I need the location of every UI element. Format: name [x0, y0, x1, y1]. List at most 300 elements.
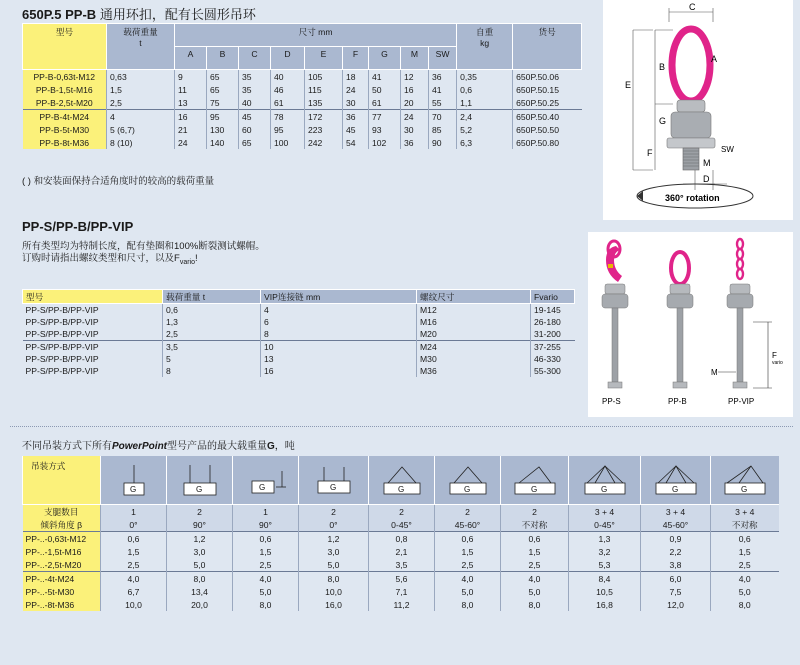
cell-dim-d: 61: [271, 96, 305, 110]
max-load-body: [23, 456, 779, 611]
cell-dim-f: 18: [343, 70, 369, 84]
cell-dim-m: 20: [401, 96, 429, 110]
load-value-cell: 5,0: [233, 585, 299, 598]
cell-dim-m: 36: [401, 136, 429, 149]
angle-cell: 0°: [101, 518, 167, 532]
double-vertical-icon: [172, 461, 228, 499]
load-value-cell: 0,8: [369, 532, 435, 546]
cell-dim-b: 65: [207, 83, 239, 96]
desc-end: !: [195, 253, 198, 264]
header-load: [107, 24, 175, 70]
cell-dim-sw: 41: [429, 83, 457, 96]
table-row: [23, 572, 779, 586]
lifting-mode-cell: [233, 456, 299, 505]
load-value-cell: 0,6: [101, 532, 167, 546]
pp-variants-diagram: [588, 232, 793, 417]
title3-brand: PowerPoint: [112, 441, 168, 452]
load-value-cell: 1,5: [435, 545, 501, 558]
cell-dim-g: 93: [369, 123, 401, 136]
lifting-mode-cell: [501, 456, 569, 505]
lifting-mode-cell: [299, 456, 369, 505]
support-cell: 2: [435, 505, 501, 519]
support-cell: 2: [369, 505, 435, 519]
cell-dim-f: 36: [343, 110, 369, 124]
variants-cell-0: PP-S/PP-B/PP-VIP: [23, 316, 163, 328]
variants-cell-1: 0,6: [163, 304, 261, 317]
rotation-label: 360° rotation: [665, 193, 720, 203]
dim-label-a: A: [711, 54, 718, 64]
cell-dim-b: 130: [207, 123, 239, 136]
variants-cell-1: 3,5: [163, 341, 261, 354]
cell-type: PP-B-2,5t-M20: [23, 96, 107, 110]
variants-cell-0: PP-S/PP-B/PP-VIP: [23, 365, 163, 377]
load-value-cell: 10,5: [569, 585, 641, 598]
dim-label-m: M: [703, 158, 711, 168]
header-dim-f: F: [343, 47, 369, 70]
cell-dim-m: 12: [401, 70, 429, 84]
variants-cell-3: M30: [417, 353, 531, 365]
table-row: [23, 83, 582, 96]
variants-cell-3: M24: [417, 341, 531, 354]
cell-dim-c: 35: [239, 70, 271, 84]
section2-title: PP-S/PP-B/PP-VIP: [22, 219, 134, 234]
variants-cell-2: 13: [261, 353, 417, 365]
cell-load: 4: [107, 110, 175, 124]
angle-cell: 90°: [167, 518, 233, 532]
load-value-cell: 8,0: [167, 572, 233, 586]
pp-b-figure: [667, 252, 693, 406]
load-value-cell: 1,5: [501, 545, 569, 558]
table-row: [23, 598, 779, 611]
header-dim-m: M: [401, 47, 429, 70]
cell-code: 650P.50.40: [513, 110, 582, 124]
svg-text:G: G: [195, 485, 202, 494]
cell-dim-a: 16: [175, 110, 207, 124]
load-value-cell: 16,8: [569, 598, 641, 611]
load-type-cell: PP-..-4t-M24: [23, 572, 101, 586]
header-weight-text: 自重: [476, 27, 494, 37]
angle-cell: 0-45°: [369, 518, 435, 532]
label-f-sub: vario: [772, 360, 783, 366]
variants-header-2: VIP连接链 mm: [261, 290, 417, 304]
cell-dim-d: 95: [271, 123, 305, 136]
load-value-cell: 0,6: [233, 532, 299, 546]
load-value-cell: 1,5: [711, 545, 779, 558]
load-value-cell: 6,7: [101, 585, 167, 598]
load-value-cell: 2,5: [101, 558, 167, 572]
load-value-cell: 4,0: [435, 572, 501, 586]
lifting-mode-cell: [369, 456, 435, 505]
svg-text:G: G: [397, 485, 404, 494]
cell-type: PP-B-8t-M36: [23, 136, 107, 149]
cell-dim-d: 78: [271, 110, 305, 124]
load-value-cell: 4,0: [711, 572, 779, 586]
cell-dim-sw: 55: [429, 96, 457, 110]
support-cell: 2: [167, 505, 233, 519]
angle-cell: 45-60°: [641, 518, 711, 532]
variants-header-0: 型号: [23, 290, 163, 304]
variants-cell-4: 55-300: [531, 365, 575, 377]
load-type-cell: PP-..-8t-M36: [23, 598, 101, 611]
load-value-cell: 13,4: [167, 585, 233, 598]
load-value-cell: 5,0: [299, 558, 369, 572]
load-value-cell: 16,0: [299, 598, 369, 611]
load-value-cell: 8,0: [711, 598, 779, 611]
header-weight-unit: kg: [480, 38, 490, 48]
load-value-cell: 7,1: [369, 585, 435, 598]
title-bold: 650P.5 PP-B: [22, 7, 97, 22]
dim-label-sw: SW: [721, 145, 734, 154]
variants-table-body: [23, 304, 575, 378]
table-row: [23, 545, 779, 558]
cell-dim-b: 140: [207, 136, 239, 149]
dim-label-e: E: [625, 80, 632, 90]
title3-mid: 型号产品的最大载重量: [167, 441, 268, 452]
load-value-cell: 0,6: [501, 532, 569, 546]
table-row: [23, 558, 779, 572]
cell-dim-f: 45: [343, 123, 369, 136]
cell-dim-b: 95: [207, 110, 239, 124]
cell-type: PP-B-0,63t-M12: [23, 70, 107, 84]
table-row: [23, 532, 779, 546]
cell-dim-g: 77: [369, 110, 401, 124]
table-row: [23, 365, 575, 377]
support-cell: 2: [299, 505, 369, 519]
variants-cell-4: 26-180: [531, 316, 575, 328]
table-row: [23, 70, 582, 84]
svg-text:G: G: [740, 485, 747, 494]
load-type-cell: PP-..-0,63t-M12: [23, 532, 101, 546]
load-value-cell: 3,2: [569, 545, 641, 558]
variants-cell-3: M36: [417, 365, 531, 377]
angle-cell: 0°: [299, 518, 369, 532]
two-leg-sling-45-icon: [374, 461, 430, 499]
cell-dim-c: 35: [239, 83, 271, 96]
cell-dim-c: 60: [239, 123, 271, 136]
lifting-mode-row: [23, 456, 779, 505]
pp-variants-table: [22, 289, 575, 377]
cell-dim-c: 40: [239, 96, 271, 110]
cell-dim-m: 30: [401, 123, 429, 136]
variants-cell-2: 10: [261, 341, 417, 354]
lifting-mode-cell: [711, 456, 779, 505]
cell-dim-f: 30: [343, 96, 369, 110]
support-cell: 3 + 4: [641, 505, 711, 519]
desc-line-2-text: 订购时请指出螺纹类型和尺寸，以及F: [22, 253, 180, 264]
variants-cell-2: 16: [261, 365, 417, 377]
variants-cell-1: 1,3: [163, 316, 261, 328]
angle-cell: 不对称: [711, 518, 779, 532]
load-type-cell: PP-..-5t-M30: [23, 585, 101, 598]
dim-label-d: D: [703, 174, 710, 184]
support-cell: 3 + 4: [711, 505, 779, 519]
cell-type: PP-B-1,5t-M16: [23, 83, 107, 96]
table-row: [23, 96, 582, 110]
variants-cell-1: 2,5: [163, 328, 261, 341]
four-leg-sling-45-icon: [577, 461, 633, 499]
cell-dim-e: 242: [305, 136, 343, 149]
single-side-pull-icon: [238, 461, 294, 499]
load-value-cell: 5,6: [369, 572, 435, 586]
cell-weight: 6,3: [457, 136, 513, 149]
load-value-cell: 4,0: [501, 572, 569, 586]
load-value-cell: 1,5: [233, 545, 299, 558]
dim-label-c: C: [689, 2, 696, 12]
load-value-cell: 3,5: [369, 558, 435, 572]
load-value-cell: 5,0: [711, 585, 779, 598]
support-label: 支腿数目: [23, 505, 101, 519]
variants-header-row: [23, 290, 575, 304]
header-load-unit: t: [139, 38, 142, 48]
cell-weight: 0,35: [457, 70, 513, 84]
table-row: [23, 136, 582, 149]
load-value-cell: 5,0: [501, 585, 569, 598]
label-pp-vip: PP-VIP: [728, 397, 755, 406]
desc-sub: vario: [179, 258, 195, 266]
svg-text:G: G: [530, 485, 537, 494]
variants-cell-3: M20: [417, 328, 531, 341]
cell-dim-b: 65: [207, 70, 239, 84]
variants-cell-0: PP-S/PP-B/PP-VIP: [23, 304, 163, 317]
table-row: [23, 110, 582, 124]
variants-cell-2: 4: [261, 304, 417, 317]
load-value-cell: 8,0: [299, 572, 369, 586]
cell-dim-sw: 70: [429, 110, 457, 124]
cell-load: 8 (10): [107, 136, 175, 149]
load-value-cell: 3,0: [167, 545, 233, 558]
svg-text:G: G: [600, 485, 607, 494]
support-count-row: [23, 505, 779, 519]
cell-dim-e: 115: [305, 83, 343, 96]
cell-dim-e: 135: [305, 96, 343, 110]
variants-cell-4: 37-255: [531, 341, 575, 354]
label-m: M: [711, 368, 718, 377]
cell-dim-d: 40: [271, 70, 305, 84]
dim-label-f: F: [647, 148, 653, 158]
header-dim-c: C: [239, 47, 271, 70]
load-note: ( ) 和安装面保持合适角度时的较高的载荷重量: [22, 176, 215, 187]
cell-dim-f: 24: [343, 83, 369, 96]
cell-dim-a: 13: [175, 96, 207, 110]
title-rest: 通用环扣，配有长圆形吊环: [99, 7, 256, 22]
variants-cell-4: 31-200: [531, 328, 575, 341]
lifting-mode-cell: [641, 456, 711, 505]
angle-label: 倾斜角度 β: [23, 518, 101, 532]
cell-load: 1,5: [107, 83, 175, 96]
angle-row: [23, 518, 779, 532]
table-row: [23, 585, 779, 598]
header-load-text: 载荷重量: [123, 27, 158, 37]
cell-code: 650P.50.25: [513, 96, 582, 110]
support-cell: 1: [233, 505, 299, 519]
cell-weight: 1,1: [457, 96, 513, 110]
four-leg-sling-60-icon: [648, 461, 704, 499]
variants-cell-1: 8: [163, 365, 261, 377]
load-value-cell: 0,9: [641, 532, 711, 546]
load-value-cell: 1,2: [167, 532, 233, 546]
load-value-cell: 3,8: [641, 558, 711, 572]
svg-text:G: G: [463, 485, 470, 494]
dim-label-g: G: [659, 116, 667, 126]
table-row: [23, 123, 582, 136]
angle-cell: 90°: [233, 518, 299, 532]
cell-dim-sw: 90: [429, 136, 457, 149]
variants-cell-4: 19-145: [531, 304, 575, 317]
header-type: 型号: [23, 24, 107, 70]
header-code: 货号: [513, 24, 582, 70]
cell-load: 5 (6,7): [107, 123, 175, 136]
four-leg-asymmetric-icon: [717, 461, 773, 499]
variants-header-1: 载荷重量 t: [163, 290, 261, 304]
section3-title: [22, 437, 295, 452]
cell-load: 0,63: [107, 70, 175, 84]
load-value-cell: 2,5: [711, 558, 779, 572]
cell-dim-m: 16: [401, 83, 429, 96]
svg-text:G: G: [258, 483, 265, 492]
header-dim-a: A: [175, 47, 207, 70]
lifting-mode-cell: [167, 456, 233, 505]
pp-b-table-body: [23, 70, 582, 150]
variants-cell-4: 46-330: [531, 353, 575, 365]
section-divider: [10, 426, 793, 427]
table-row: [23, 316, 575, 328]
cell-dim-c: 45: [239, 110, 271, 124]
variants-header-3: 螺纹尺寸: [417, 290, 531, 304]
table-row: [23, 341, 575, 354]
support-cell: 2: [501, 505, 569, 519]
table-row: [23, 304, 575, 317]
cell-dim-d: 46: [271, 83, 305, 96]
load-value-cell: 6,0: [641, 572, 711, 586]
title3-g: G: [267, 441, 275, 452]
cell-dim-d: 100: [271, 136, 305, 149]
cell-dim-c: 65: [239, 136, 271, 149]
header-dim-d: D: [271, 47, 305, 70]
cell-code: 650P.50.06: [513, 70, 582, 84]
load-value-cell: 5,3: [569, 558, 641, 572]
header-dims: 尺寸 mm: [175, 24, 457, 47]
cell-dim-m: 24: [401, 110, 429, 124]
lifting-mode-cell: [569, 456, 641, 505]
load-value-cell: 0,6: [711, 532, 779, 546]
cell-dim-a: 24: [175, 136, 207, 149]
angle-cell: 0-45°: [569, 518, 641, 532]
load-value-cell: 2,1: [369, 545, 435, 558]
single-vertical-icon: [106, 461, 162, 499]
pp-variants-svg: [588, 232, 793, 417]
cell-dim-f: 54: [343, 136, 369, 149]
pp-vip-figure: [711, 239, 783, 406]
cell-dim-sw: 36: [429, 70, 457, 84]
cell-dim-a: 9: [175, 70, 207, 84]
cell-dim-g: 41: [369, 70, 401, 84]
load-value-cell: 1,2: [299, 532, 369, 546]
load-value-cell: 4,0: [101, 572, 167, 586]
variants-cell-0: PP-S/PP-B/PP-VIP: [23, 328, 163, 341]
lifting-mode-cell: [435, 456, 501, 505]
pp-b-spec-table: [22, 23, 582, 149]
cell-dim-g: 61: [369, 96, 401, 110]
load-value-cell: 7,5: [641, 585, 711, 598]
variants-cell-0: PP-S/PP-B/PP-VIP: [23, 353, 163, 365]
support-cell: 3 + 4: [569, 505, 641, 519]
load-value-cell: 12,0: [641, 598, 711, 611]
label-pp-b: PP-B: [668, 397, 687, 406]
table-row: [23, 353, 575, 365]
load-value-cell: 10,0: [101, 598, 167, 611]
cell-type: PP-B-5t-M30: [23, 123, 107, 136]
load-value-cell: 2,5: [501, 558, 569, 572]
cell-dim-g: 50: [369, 83, 401, 96]
load-value-cell: 4,0: [233, 572, 299, 586]
cell-dim-sw: 85: [429, 123, 457, 136]
load-value-cell: 2,5: [435, 558, 501, 572]
angle-cell: 45-60°: [435, 518, 501, 532]
max-load-table: [22, 456, 779, 611]
cell-type: PP-B-4t-M24: [23, 110, 107, 124]
label-f: F: [772, 351, 777, 360]
load-value-cell: 2,2: [641, 545, 711, 558]
cell-dim-a: 21: [175, 123, 207, 136]
two-leg-sling-60-icon: [440, 461, 496, 499]
title3-pre: 不同吊装方式下所有: [22, 441, 112, 452]
load-value-cell: 0,6: [435, 532, 501, 546]
cell-dim-a: 11: [175, 83, 207, 96]
load-value-cell: 20,0: [167, 598, 233, 611]
variants-cell-3: M12: [417, 304, 531, 317]
cell-code: 650P.50.15: [513, 83, 582, 96]
desc-line-1: 所有类型均为特制长度，配有垫圈和100%断裂测试螺帽。: [22, 241, 265, 252]
cell-code: 650P.50.80: [513, 136, 582, 149]
load-value-cell: 8,0: [501, 598, 569, 611]
load-value-cell: 8,0: [435, 598, 501, 611]
load-type-cell: PP-..-1,5t-M16: [23, 545, 101, 558]
load-type-cell: PP-..-2,5t-M20: [23, 558, 101, 572]
load-value-cell: 8,4: [569, 572, 641, 586]
pp-s-figure: [602, 241, 628, 406]
cell-dim-e: 223: [305, 123, 343, 136]
variants-header-4: Fvario: [531, 290, 575, 304]
lifting-mode-cell: [101, 456, 167, 505]
variants-cell-2: 6: [261, 316, 417, 328]
svg-text:G: G: [329, 483, 336, 492]
header-dim-b: B: [207, 47, 239, 70]
header-dim-e: E: [305, 47, 343, 70]
variants-cell-1: 5: [163, 353, 261, 365]
header-dim-sw: SW: [429, 47, 457, 70]
pp-b-dimension-diagram: [603, 0, 793, 220]
double-side-pull-icon: [306, 461, 362, 499]
cell-load: 2,5: [107, 96, 175, 110]
section2-description: [22, 241, 265, 269]
load-value-cell: 5,0: [435, 585, 501, 598]
cell-weight: 2,4: [457, 110, 513, 124]
table-row: [23, 328, 575, 341]
load-value-cell: 1,5: [101, 545, 167, 558]
label-pp-s: PP-S: [602, 397, 621, 406]
load-value-cell: 10,0: [299, 585, 369, 598]
cell-weight: 5,2: [457, 123, 513, 136]
header-weight: [457, 24, 513, 70]
support-cell: 1: [101, 505, 167, 519]
cell-code: 650P.50.50: [513, 123, 582, 136]
lifting-mode-label: 吊装方式: [23, 456, 101, 505]
variants-cell-2: 8: [261, 328, 417, 341]
load-value-cell: 1,3: [569, 532, 641, 546]
title3-end: ，吨: [274, 441, 295, 452]
svg-text:G: G: [671, 485, 678, 494]
load-value-cell: 5,0: [167, 558, 233, 572]
